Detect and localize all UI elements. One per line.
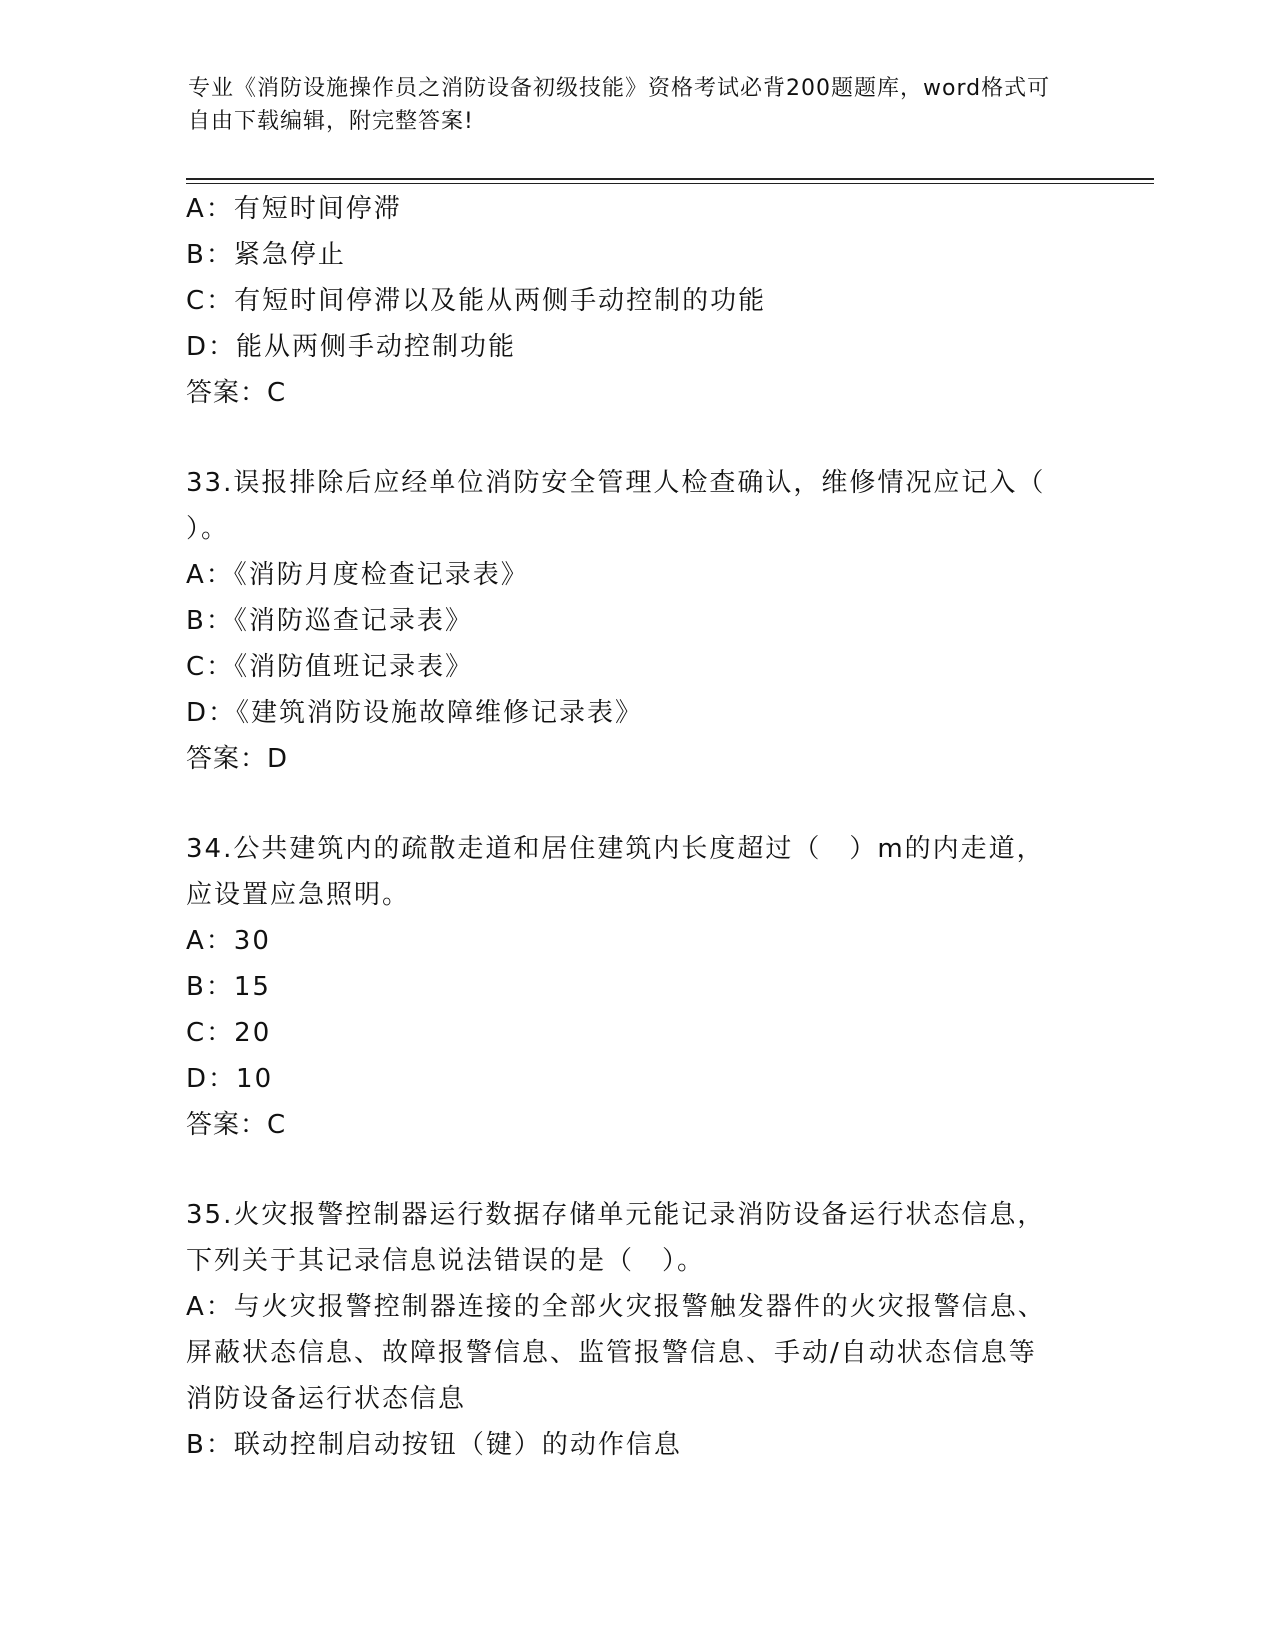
option-b: B：15	[186, 972, 271, 1002]
answer-label: 答案：C	[186, 1110, 287, 1140]
question-33-block	[186, 460, 1086, 782]
question-text-continued: ）。	[186, 514, 230, 544]
option-c: C：《消防值班记录表》	[186, 652, 474, 682]
question-list	[186, 186, 1086, 1468]
option-a: A：《消防月度检查记录表》	[186, 560, 529, 590]
spacer	[186, 1148, 1086, 1192]
spacer	[186, 416, 1086, 460]
option-a-continued-2: 消防设备运行状态信息	[186, 1384, 467, 1414]
option-d: D：《建筑消防设施故障维修记录表》	[186, 698, 644, 728]
option-a: A：有短时间停滞	[186, 194, 402, 224]
option-c: C：有短时间停滞以及能从两侧手动控制的功能	[186, 286, 767, 316]
header-rule-thin	[186, 183, 1154, 184]
option-a: A：与火灾报警控制器连接的全部火灾报警触发器件的火灾报警信息、	[186, 1292, 1046, 1322]
answer-label: 答案：D	[186, 744, 289, 774]
option-d: D：10	[186, 1064, 274, 1094]
option-c: C：20	[186, 1018, 272, 1048]
question-32-block	[186, 186, 1086, 416]
document-header	[188, 72, 1068, 138]
question-34-block	[186, 826, 1086, 1148]
option-a: A：30	[186, 926, 271, 956]
question-text-continued: 下列关于其记录信息说法错误的是（ ）。	[186, 1246, 706, 1276]
question-text: 33.误报排除后应经单位消防安全管理人检查确认，维修情况应记入（	[186, 468, 1046, 498]
answer-label: 答案：C	[186, 378, 287, 408]
header-intro-text: 专业《消防设施操作员之消防设备初级技能》资格考试必背200题题库，word格式可自由下载编辑，附完整答案!	[188, 76, 1051, 134]
option-b: B：《消防巡查记录表》	[186, 606, 473, 636]
option-d: D：能从两侧手动控制功能	[186, 332, 517, 362]
header-rule-thick	[186, 178, 1154, 180]
question-text: 34.公共建筑内的疏散走道和居住建筑内长度超过（ ）m的内走道，	[186, 834, 1045, 864]
option-b: B：联动控制启动按钮（键）的动作信息	[186, 1430, 682, 1460]
question-35-block	[186, 1192, 1086, 1468]
option-a-continued: 屏蔽状态信息、故障报警信息、监管报警信息、手动/自动状态信息等	[186, 1338, 1037, 1368]
question-text: 35.火灾报警控制器运行数据存储单元能记录消防设备运行状态信息，	[186, 1200, 1046, 1230]
question-text-continued: 应设置应急照明。	[186, 880, 411, 910]
option-b: B：紧急停止	[186, 240, 346, 270]
spacer	[186, 782, 1086, 826]
